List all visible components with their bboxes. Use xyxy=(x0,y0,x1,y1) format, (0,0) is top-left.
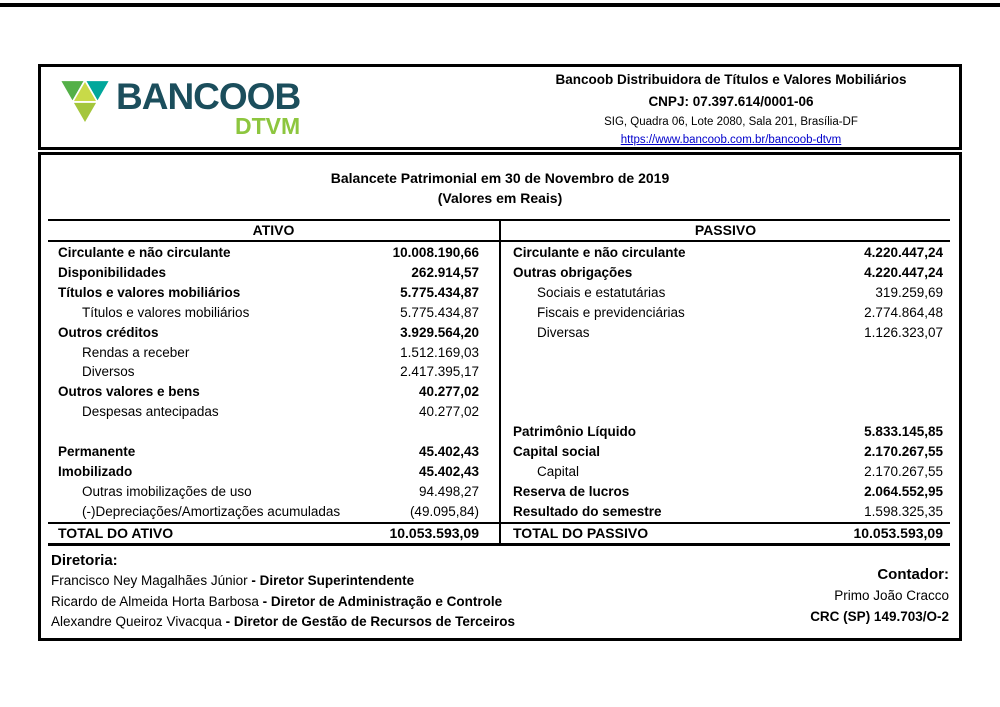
row-value: 262.914,57 xyxy=(411,264,479,280)
row-label: Capital social xyxy=(513,444,601,460)
row-value: 4.220.447,24 xyxy=(864,245,943,260)
row-value: 45.402,43 xyxy=(418,444,479,460)
bancoob-logo xyxy=(60,76,301,139)
row-value: 5.775.434,87 xyxy=(400,304,479,320)
row-label: Disponibilidades xyxy=(58,264,167,280)
contador-name: Primo João Cracco xyxy=(834,588,949,603)
row-label: Patrimônio Líquido xyxy=(513,424,636,440)
table-row xyxy=(501,482,950,502)
row-value: 1.598.325,35 xyxy=(864,503,943,519)
row-label: Outras obrigações xyxy=(513,264,633,280)
row-value: 4.220.447,24 xyxy=(864,264,943,280)
row-value: 94.498,27 xyxy=(418,483,479,499)
top-rule xyxy=(0,3,1000,7)
document-title-line1: Balancete Patrimonial em 30 de Novembro de 2019 xyxy=(330,170,670,186)
total-ativo-value: 10.053.593,09 xyxy=(389,525,479,541)
total-passivo-label: TOTAL DO PASSIVO xyxy=(513,525,649,541)
contador-crc: CRC (SP) 149.703/O-2 xyxy=(810,609,949,624)
table-row xyxy=(501,502,950,522)
row-value: 2.064.552,95 xyxy=(864,483,943,499)
table-row xyxy=(48,442,499,462)
director-line xyxy=(51,592,515,613)
row-label: (-)Depreciações/Amortizações acumuladas xyxy=(82,503,341,519)
contador-label: Contador: xyxy=(877,566,949,583)
row-label: Sociais e estatutárias xyxy=(537,284,666,300)
director-separator: - xyxy=(258,593,271,609)
table-row xyxy=(48,402,499,422)
director-line xyxy=(51,571,515,592)
directors-list xyxy=(51,571,515,633)
table-row xyxy=(501,343,950,363)
website-link[interactable]: https://www.bancoob.com.br/bancoob-dtvm xyxy=(620,134,842,146)
row-label: Diversas xyxy=(537,324,590,340)
row-value: 2.417.395,17 xyxy=(400,364,479,380)
table-row xyxy=(48,362,499,382)
row-value: 1.126.323,07 xyxy=(864,324,943,340)
row-value: 1.512.169,03 xyxy=(400,344,479,360)
row-value: 3.929.564,20 xyxy=(400,324,479,340)
row-label: Circulante e não circulante xyxy=(58,245,231,260)
total-ativo-row xyxy=(48,524,499,542)
row-value: (49.095,84) xyxy=(409,503,479,519)
table-row xyxy=(48,343,499,363)
table-row xyxy=(48,303,499,323)
row-label: Diversos xyxy=(82,364,135,380)
table-row xyxy=(501,323,950,343)
diretoria-label: Diretoria: xyxy=(51,552,118,569)
row-label: Outros créditos xyxy=(58,324,159,340)
row-value: 10.008.190,66 xyxy=(392,245,479,260)
table-row xyxy=(48,482,499,502)
row-value: 40.277,02 xyxy=(418,404,479,420)
table-row xyxy=(501,422,950,442)
main-box xyxy=(38,152,962,641)
director-name: Ricardo de Almeida Horta Barbosa xyxy=(51,593,259,609)
row-value: 5.775.434,87 xyxy=(400,284,479,300)
table-row xyxy=(48,462,499,482)
triangle-bottom xyxy=(73,102,98,124)
row-label: Despesas antecipadas xyxy=(82,404,219,420)
director-role: Diretor de Gestão de Recursos de Terceiros xyxy=(233,614,515,629)
row-label: Títulos e valores mobiliários xyxy=(82,304,250,320)
row-label: Títulos e valores mobiliários xyxy=(58,284,241,300)
row-value: 45.402,43 xyxy=(418,463,479,479)
row-label: Outros valores e bens xyxy=(58,384,200,400)
total-ativo-label: TOTAL DO ATIVO xyxy=(58,525,174,541)
total-passivo-value: 10.053.593,09 xyxy=(853,525,943,541)
director-name: Alexandre Queiroz Vivacqua xyxy=(51,614,222,629)
passivo-rows xyxy=(501,243,950,522)
director-role: Diretor de Administração e Controle xyxy=(270,593,503,609)
director-name: Francisco Ney Magalhães Júnior xyxy=(51,573,248,588)
table-row xyxy=(501,263,950,283)
bancoob-triangle-icon xyxy=(60,79,110,125)
header-info xyxy=(506,70,956,148)
row-label: Reserva de lucros xyxy=(513,483,630,499)
table-row xyxy=(48,323,499,343)
table-row xyxy=(48,263,499,283)
row-label: Outras imobilizações de uso xyxy=(82,483,252,499)
row-label: Capital xyxy=(537,463,580,479)
column-header-passivo: PASSIVO xyxy=(694,222,757,238)
table-row xyxy=(48,502,499,522)
row-value: 2.170.267,55 xyxy=(864,444,943,460)
director-role: Diretor Superintendente xyxy=(259,573,415,588)
table-row xyxy=(48,283,499,303)
contador-block xyxy=(810,564,949,627)
row-label: Rendas a receber xyxy=(82,344,190,360)
table-row xyxy=(48,382,499,402)
brand-subtitle: DTVM xyxy=(235,113,301,139)
total-passivo-row xyxy=(501,524,950,542)
ativo-rows xyxy=(48,243,499,522)
row-value: 319.259,69 xyxy=(875,284,943,300)
table-row xyxy=(501,402,950,422)
table-row xyxy=(501,462,950,482)
row-label: Imobilizado xyxy=(58,463,133,479)
row-label: Fiscais e previdenciárias xyxy=(537,304,685,320)
table-row xyxy=(501,303,950,323)
table-row xyxy=(48,422,499,442)
row-value: 2.170.267,55 xyxy=(864,463,943,479)
director-line xyxy=(51,612,515,633)
row-label: Permanente xyxy=(58,444,136,460)
director-separator: - xyxy=(247,573,260,588)
company-name: Bancoob Distribuidora de Títulos e Valores Mobiliários xyxy=(555,72,907,87)
table-row xyxy=(501,283,950,303)
diretoria-block xyxy=(51,551,515,633)
row-value: 5.833.145,85 xyxy=(864,424,943,440)
row-value: 40.277,02 xyxy=(418,384,479,400)
row-label: Resultado do semestre xyxy=(513,503,662,519)
director-separator: - xyxy=(221,614,234,629)
brand-name: BANCOOB xyxy=(116,76,301,117)
column-header-ativo: ATIVO xyxy=(252,222,295,238)
logo-text xyxy=(116,76,301,139)
row-label: Circulante e não circulante xyxy=(513,245,686,260)
table-row xyxy=(501,243,950,263)
table-row xyxy=(501,442,950,462)
company-cnpj: CNPJ: 07.397.614/0001-06 xyxy=(648,94,814,109)
company-address: SIG, Quadra 06, Lote 2080, Sala 201, Brasília-DF xyxy=(604,116,858,128)
table-row xyxy=(501,362,950,382)
header-box xyxy=(38,64,962,150)
document-title-line2: (Valores em Reais) xyxy=(437,190,563,206)
table-row xyxy=(48,243,499,263)
row-value: 2.774.864,48 xyxy=(864,304,943,320)
document-title xyxy=(41,168,959,208)
table-row xyxy=(501,382,950,402)
